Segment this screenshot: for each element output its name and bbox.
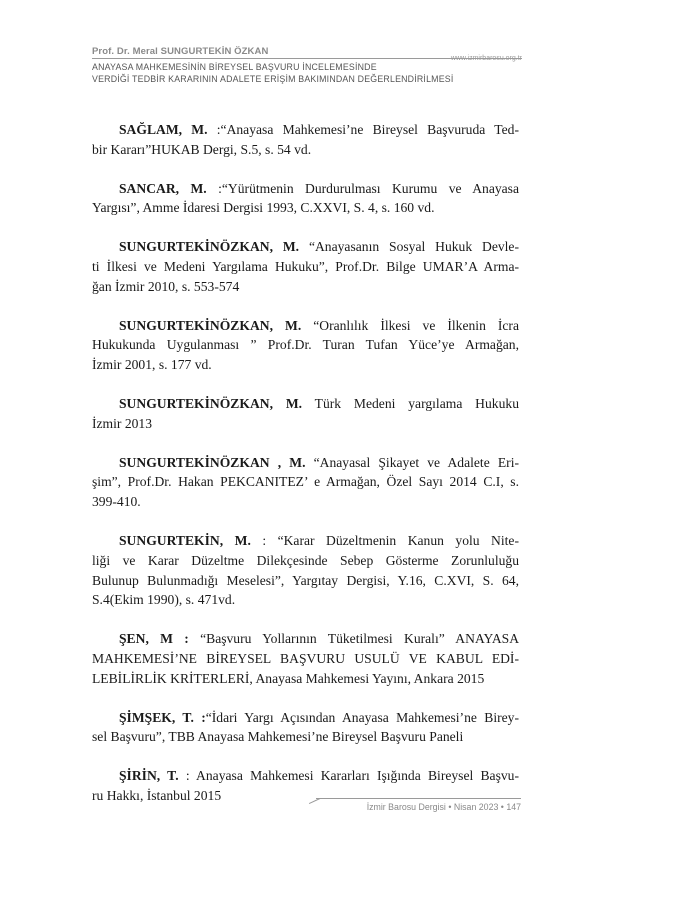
reference-author: SAĞLAM, M. (119, 122, 208, 137)
reference-entry (92, 531, 519, 610)
reference-line (119, 316, 519, 336)
reference-author: ŞİMŞEK, T. : (119, 709, 206, 725)
reference-title: “İdari Yargı Açısından Anayasa Mahkemesi’ne Birey- (205, 709, 519, 725)
reference-title: “Anayasanın Sosyal Hukuk Devle- (299, 239, 519, 255)
reference-title: :“Anayasa Mahkemesi’ne Bireysel Başvuruda Ted- (207, 122, 519, 137)
header-subtitle-line-2: VERDİĞİ TEDBİR KARARININ ADALETE ERİŞİM BAKIMINDAN DEĞERLENDİRİLMESİ (92, 73, 454, 84)
reference-line: Hukukunda Uygulanması ” Prof.Dr. Turan Tufan Yüce’ye Armağan, (92, 337, 519, 353)
reference-list (92, 120, 520, 825)
reference-title: “Anayasal Şikayet ve Adalete Eri- (305, 454, 519, 470)
reference-line (119, 453, 519, 473)
reference-title: “Başvuru Yollarının Tüketilmesi Kuralı” ANAYASA (188, 631, 520, 647)
header-rule (92, 58, 522, 59)
reference-line (119, 120, 519, 140)
reference-line (119, 708, 519, 728)
reference-line (119, 629, 519, 649)
header-subtitle (92, 62, 532, 85)
reference-entry (92, 629, 520, 688)
reference-title: : Anayasa Mahkemesi Kararları Işığında Bireysel Başvu- (178, 768, 519, 784)
reference-line: İzmir 2001, s. 177 vd. (92, 357, 212, 373)
reference-title: “Oranlılık İlkesi ve İlkenin İcra (301, 317, 519, 333)
reference-author: SUNGURTEKİNÖZKAN, M. (119, 317, 302, 333)
reference-line: liği ve Karar Düzeltme Dilekçesinde Sebep Gösterme Zorunluluğu (92, 552, 519, 568)
running-header (92, 46, 522, 57)
reference-entry (92, 179, 520, 219)
reference-line (119, 766, 519, 786)
reference-line: ğan İzmir 2010, s. 553-574 (92, 278, 240, 294)
reference-line (119, 531, 519, 551)
reference-line: Bulunup Bulunmadığı Meselesi”, Yargıtay Dergisi, Y.16, C.XVI, S. 64, (92, 572, 519, 588)
reference-author: SUNGURTEKİNÖZKAN, M. (119, 239, 300, 255)
footer-rule (316, 798, 521, 799)
reference-entry (92, 708, 519, 748)
reference-entry (92, 453, 519, 512)
reference-line: ti İlkesi ve Medeni Yargılama Hukuku”, Prof.Dr. Bilge UMAR’A Arma- (92, 258, 519, 274)
footer-text: İzmir Barosu Dergisi • Nisan 2023 • 147 (366, 802, 521, 812)
reference-line: MAHKEMESİ’NE BİREYSEL BAŞVURU USULÜ VE KABUL EDİ- (92, 650, 519, 666)
reference-entry (92, 766, 519, 806)
reference-title: :“Yürütmenin Durdurulması Kurumu ve Anayasa (206, 180, 520, 196)
reference-title: Türk Medeni yargılama Hukuku (302, 395, 519, 411)
header-subtitle-line-1: ANAYASA MAHKEMESİNİN BİREYSEL BAŞVURU İNCELEMESİNDE (92, 62, 377, 72)
reference-author: ŞEN, M : (119, 631, 189, 647)
reference-line: ru Hakkı, İstanbul 2015 (92, 787, 222, 803)
reference-line: LEBİLİRLİK KRİTERLERİ, Anayasa Mahkemesi Yayını, Ankara 2015 (92, 670, 485, 686)
reference-line (119, 179, 519, 199)
reference-title: : “Karar Düzeltmenin Kanun yolu Nite- (250, 532, 519, 548)
reference-line (119, 237, 519, 257)
reference-entry (92, 394, 519, 434)
reference-line: şim”, Prof.Dr. Hakan PEKCANITEZ’ e Armağan, Özel Sayı 2014 C.I, s. (92, 474, 519, 490)
reference-line: sel Başvuru”, TBB Anayasa Mahkemesi’ne Bireysel Başvuru Paneli (92, 729, 464, 745)
reference-line: S.4(Ekim 1990), s. 471vd. (92, 592, 236, 608)
reference-line: 399-410. (92, 494, 141, 510)
reference-author: SUNGURTEKİN, M. (119, 532, 251, 548)
reference-line: Yargısı”, Amme İdaresi Dergisi 1993, C.XXVI, S. 4, s. 160 vd. (92, 200, 435, 216)
reference-entry (92, 237, 519, 296)
reference-line: İzmir 2013 (92, 415, 153, 431)
reference-entry (92, 120, 519, 160)
header-author: Prof. Dr. Meral SUNGURTEKİN ÖZKAN (92, 46, 269, 57)
reference-line (119, 394, 519, 414)
reference-author: SUNGURTEKİNÖZKAN, M. (119, 395, 303, 411)
reference-author: SANCAR, M. (119, 180, 207, 196)
reference-line: bir Kararı”HUKAB Dergi, S.5, s. 54 vd. (92, 141, 312, 157)
reference-author: SUNGURTEKİNÖZKAN , M. (119, 454, 306, 470)
reference-author: ŞİRİN, T. (119, 768, 179, 784)
reference-entry (92, 316, 519, 375)
